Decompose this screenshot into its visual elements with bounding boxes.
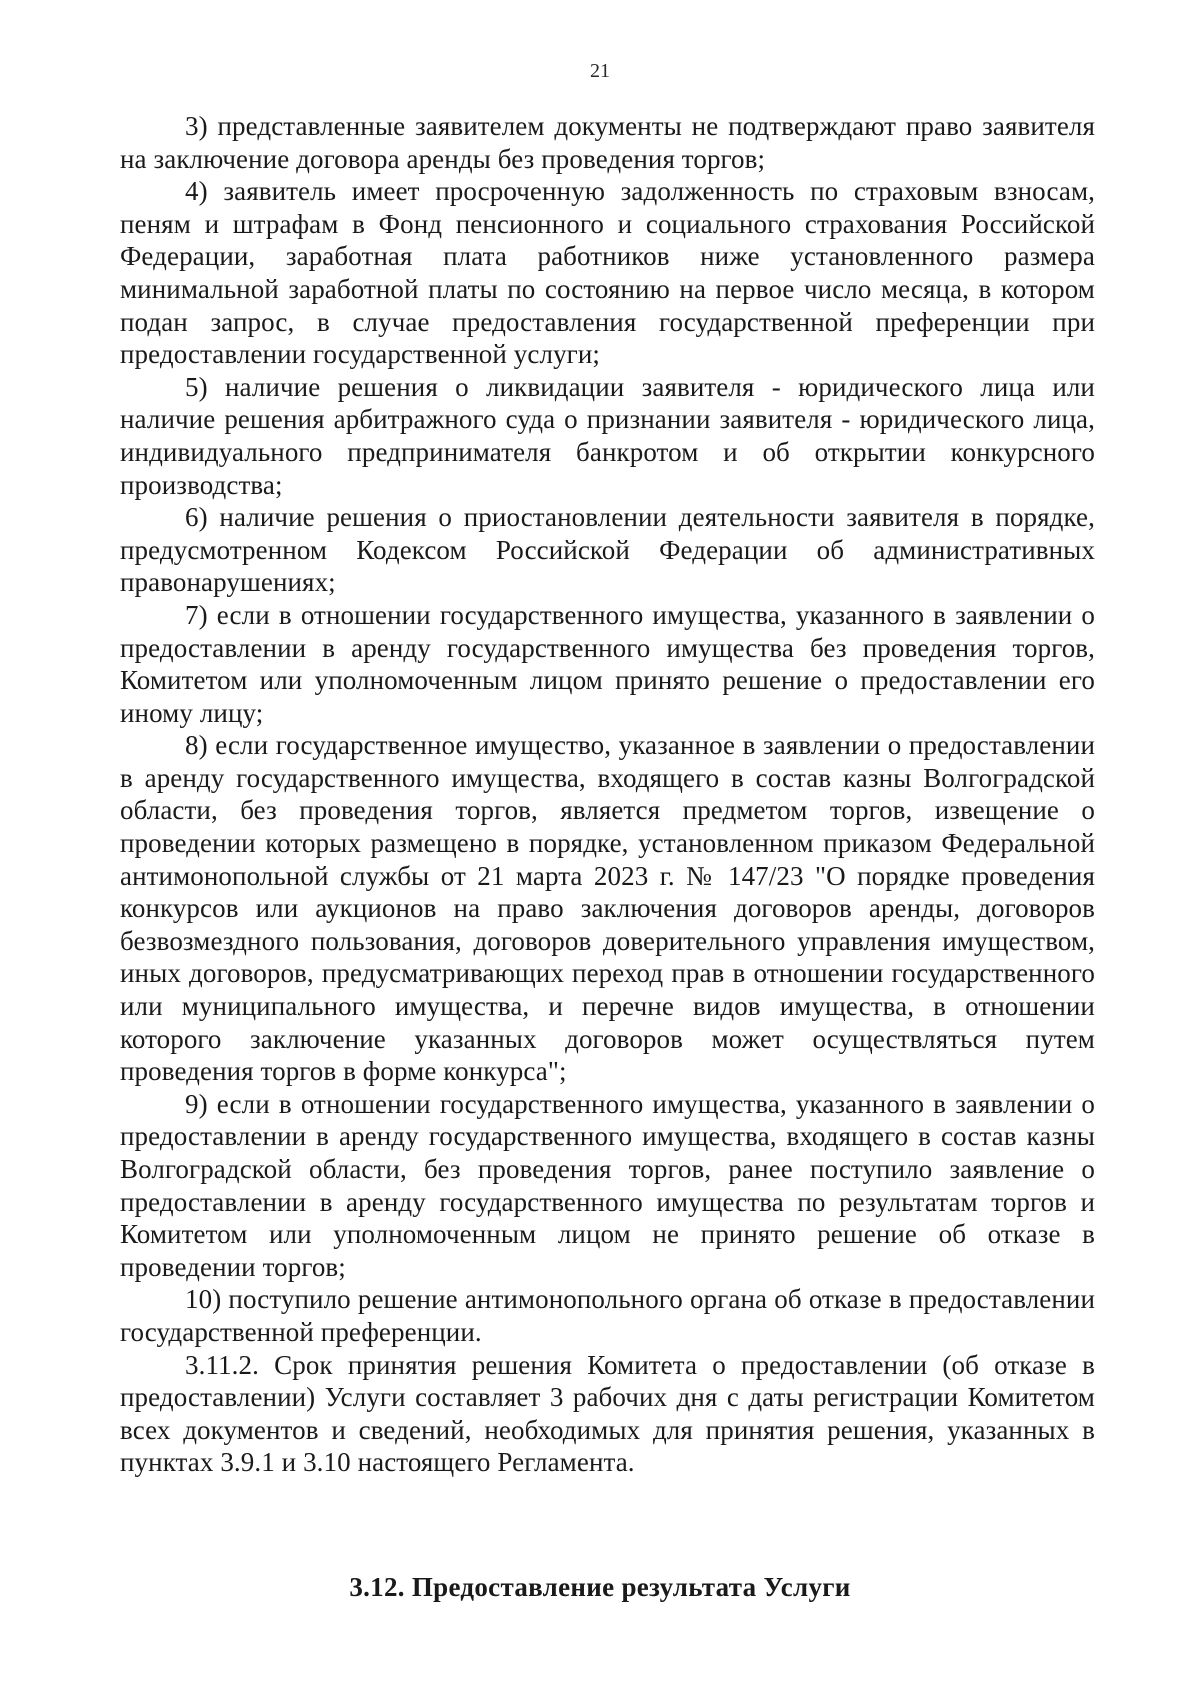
- section-heading: 3.12. Предоставление результата Услуги: [349, 1572, 851, 1602]
- paragraph-item-4: 4) заявитель имеет просроченную задолженность по страховым взносам, пеням и штрафам в Фонд пенсионного и социального страхования Российской Федерации, заработная плата работников ниже установленного размера минимальной заработной платы по состоянию на первое число месяца, в котором подан запрос, в случае предоставления государственной преференции при предоставлении государственной услуги;: [120, 176, 1095, 370]
- paragraph-item-10: 10) поступило решение антимонопольного органа об отказе в предоставлении государственной преференции.: [120, 1284, 1095, 1347]
- paragraph-3-11-2: 3.11.2. Срок принятия решения Комитета о предоставлении (об отказе в предоставлении) Услуги составляет 3 рабочих дня с даты регистрации Комитетом всех документов и сведений, необходимых для принятия решения, указанных в пунктах 3.9.1 и 3.10 настоящего Регламента.: [120, 1349, 1095, 1478]
- paragraph-item-3: 3) представленные заявителем документы не подтверждают право заявителя на заключение договора аренды без проведения торгов;: [120, 111, 1095, 174]
- paragraph-item-9: 9) если в отношении государственного имущества, указанного в заявлении о предоставлении в аренду государственного имущества, входящего в состав казны Волгоградской области, без проведения торгов, ранее поступило заявление о предоставлении в аренду государственного имущества по результатам торгов и Комитетом или уполномоченным лицом не принято решение об отказе в проведении торгов;: [120, 1088, 1095, 1282]
- paragraph-item-8: 8) если государственное имущество, указанное в заявлении о предоставлении в аренду государственного имущества, входящего в состав казны Волгоградской области, без проведения торгов, является предметом торгов, извещение о проведении которых размещено в порядке, установленном приказом Федеральной антимонопольной службы от 21 марта 2023 г. № 147/23 "О порядке проведения конкурсов или аукционов на право заключения договоров аренды, договоров безвозмездного пользования, договоров доверительного управления имуществом, иных договоров, предусматривающих переход прав в отношении государственного или муниципального имущества, и перечне видов имущества, в отношении которого заключение указанных договоров может осуществляться путем проведения торгов в форме конкурса";: [120, 730, 1095, 1087]
- paragraph-item-6: 6) наличие решения о приостановлении деятельности заявителя в порядке, предусмотренном Кодексом Российской Федерации об административных правонарушениях;: [120, 502, 1095, 598]
- page-number: 21: [590, 60, 610, 82]
- paragraph-item-7: 7) если в отношении государственного имущества, указанного в заявлении о предоставлении в аренду государственного имущества без проведения торгов, Комитетом или уполномоченным лицом принято решение о предоставлении его иному лицу;: [120, 599, 1095, 728]
- paragraph-item-5: 5) наличие решения о ликвидации заявителя - юридического лица или наличие решения арбитражного суда о признании заявителя - юридического лица, индивидуального предпринимателя банкротом и об открытии конкурсного производства;: [120, 371, 1095, 500]
- document-body: [120, 110, 1095, 1479]
